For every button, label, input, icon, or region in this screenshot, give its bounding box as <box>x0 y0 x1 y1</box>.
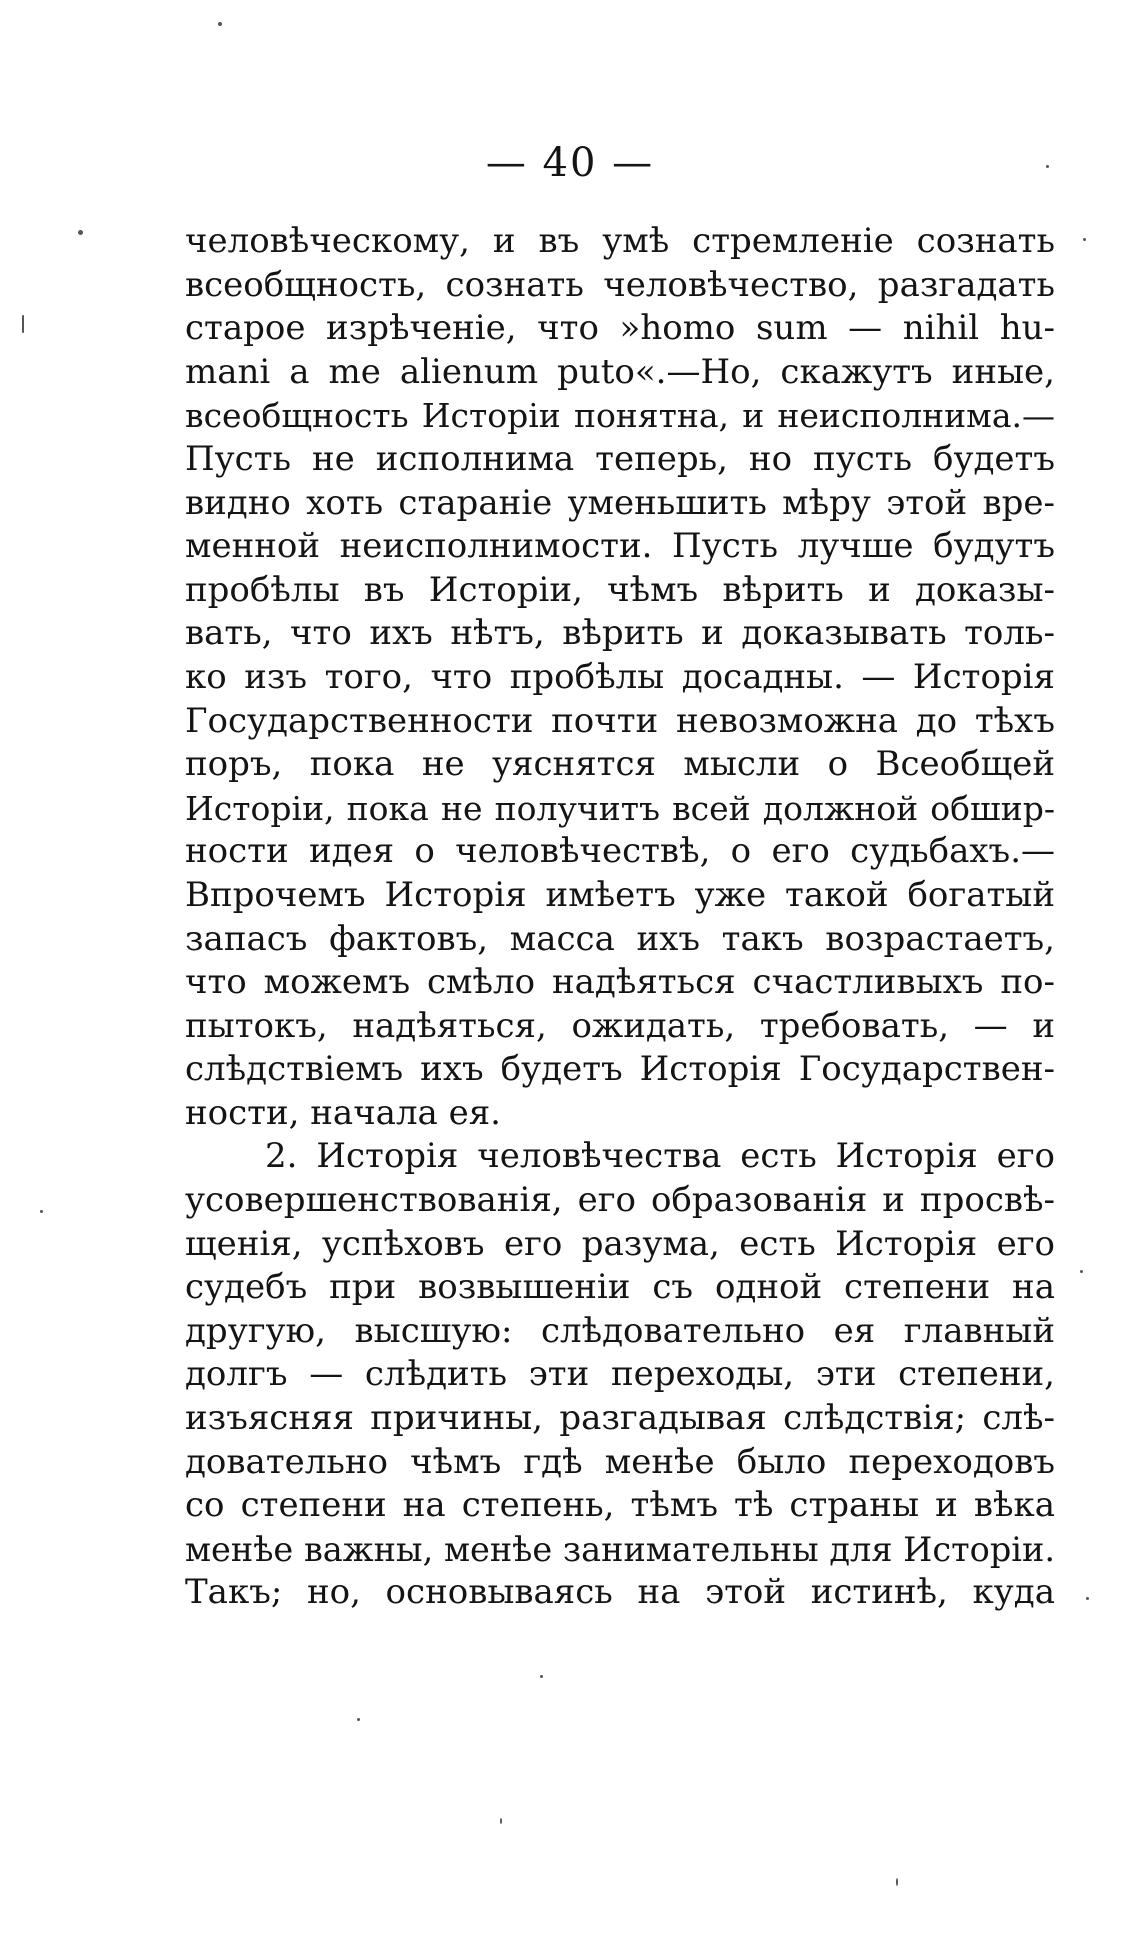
text-line: что можемъ смѣло надѣяться счастливыхъ по- <box>185 962 1055 1003</box>
scan-speck <box>218 22 222 26</box>
text-line: ности идея о человѣчествѣ, о его судьбахъ.— <box>185 831 1055 872</box>
text-line: ко изъ того, что пробѣлы досадны. — Исторія <box>185 656 1055 697</box>
text-line: всеобщность Исторіи понятна, и неисполнима.— <box>185 396 1055 436</box>
text-line: ности, начала ея. <box>185 1092 501 1133</box>
text-line: Такъ; но, основываясь на этой истинѣ, куда <box>185 1572 1055 1613</box>
text-line: Пусть не исполнима теперь, но пусть будетъ <box>185 438 1055 479</box>
scan-speck <box>78 230 83 235</box>
text-line: запасъ фактовъ, масса ихъ такъ возрастаетъ, <box>185 918 1055 959</box>
body-text <box>185 220 1055 1615</box>
text-line: долгъ — слѣдить эти переходы, эти степени, <box>185 1354 1055 1395</box>
text-line: Государственности почти невозможна до тѣхъ <box>185 700 1055 741</box>
text-line: пробѣлы въ Исторіи, чѣмъ вѣрить и доказы- <box>185 569 1055 610</box>
paragraph-start-line: 2. Исторія человѣчества есть Исторія его <box>265 1136 1055 1177</box>
scan-speck <box>540 1675 543 1678</box>
scan-speck <box>40 1210 43 1213</box>
text-line: Впрочемъ Исторія имѣетъ уже такой богатый <box>185 874 1055 915</box>
text-line: усовершенствованія, его образованія и просвѣ- <box>185 1180 1055 1221</box>
text-line: изъясняя причины, разгадывая слѣдствія; слѣ- <box>185 1398 1055 1439</box>
text-line: довательно чѣмъ гдѣ менѣе было переходовъ <box>185 1441 1055 1482</box>
text-line: mani a me alienum puto«.—Но, скажутъ иные, <box>185 351 1055 392</box>
scan-speck <box>896 1878 898 1886</box>
text-line: старое изрѣченіе, что »homo sum — nihil hu- <box>185 308 1055 349</box>
text-line: другую, высшую: слѣдовательно ея главный <box>185 1310 1055 1351</box>
page-number: — 40 — <box>485 140 655 186</box>
text-line: щенія, успѣховъ его разума, есть Исторія его <box>185 1223 1055 1264</box>
text-line: менѣе важны, менѣе занимательны для Исторіи. <box>185 1529 1055 1569</box>
text-line: менной неисполнимости. Пусть лучше будутъ <box>185 526 1055 567</box>
scan-speck <box>1080 1270 1083 1273</box>
text-line: Исторіи, пока не получитъ всей должной обшир- <box>185 788 1055 828</box>
text-line: всеобщность, сознать человѣчество, разгадать <box>185 264 1055 305</box>
text-line: поръ, пока не уяснятся мысли о Всеобщей <box>185 744 1055 785</box>
scan-speck <box>1086 1597 1089 1600</box>
scan-speck <box>500 1818 502 1824</box>
scan-speck <box>357 1718 360 1721</box>
text-line: видно хоть стараніе уменьшить мѣру этой вре- <box>185 482 1055 523</box>
text-line: судебъ при возвышеніи съ одной степени на <box>185 1267 1055 1308</box>
text-line: вать, что ихъ нѣтъ, вѣрить и доказывать толь- <box>185 613 1055 654</box>
text-line: слѣдствіемъ ихъ будетъ Исторія Государствен- <box>185 1049 1055 1090</box>
scan-speck <box>1083 238 1086 241</box>
text-line: пытокъ, надѣяться, ожидать, требовать, — и <box>185 1005 1055 1046</box>
text-line: человѣческому, и въ умѣ стремленіе сознать <box>185 221 1055 261</box>
text-line: со степени на степень, тѣмъ тѣ страны и вѣка <box>185 1485 1055 1526</box>
scan-speck <box>22 315 24 333</box>
scan-speck <box>1046 165 1049 168</box>
